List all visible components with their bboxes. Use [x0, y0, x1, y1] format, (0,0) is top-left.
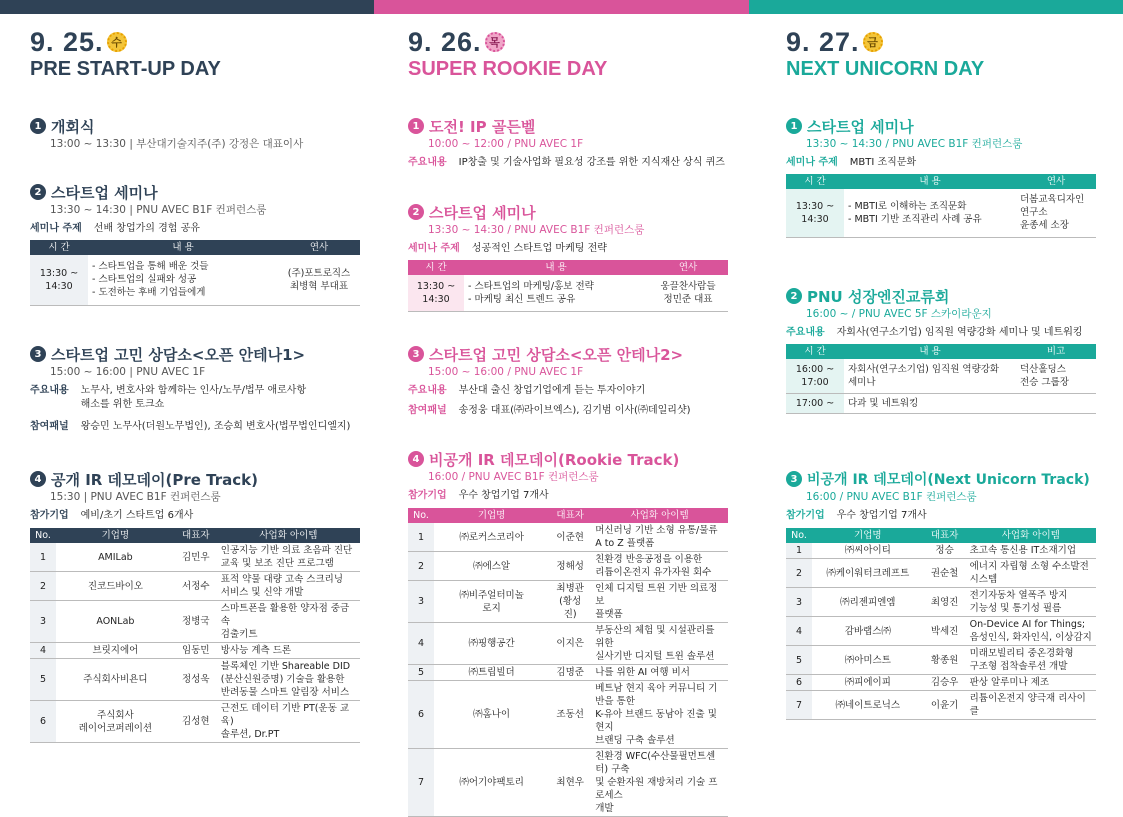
table-cell: 3: [786, 588, 812, 617]
section-number-icon: 3: [408, 346, 424, 362]
table-cell: 2: [786, 559, 812, 588]
table-row: [786, 543, 1096, 559]
table-header: 대표자: [930, 530, 959, 541]
day2-title: SUPER ROOKIE DAY: [408, 58, 608, 80]
table-cell: 에너지 자립형 소형 수소발전 시스템: [966, 559, 1096, 588]
day1-consult: [30, 344, 360, 434]
table-cell: 3: [30, 601, 56, 643]
ir-table: [30, 528, 360, 743]
section-time: 15:00 ~ 16:00 | PNU AVEC 1F: [50, 366, 206, 378]
section-number-icon: 1: [408, 118, 424, 134]
table-cell: 최영진: [924, 588, 966, 617]
table-cell: 전기자동차 열폭주 방지 기능성 및 통기성 필름: [966, 588, 1096, 617]
section-number-icon: 3: [30, 346, 46, 362]
table-cell: 브릿지에어: [56, 643, 175, 659]
table-cell: 친환경 반응공정을 이용한 리튬이온전지 유가자원 회수: [591, 552, 728, 581]
table-header: No.: [35, 530, 51, 541]
field-value: 자회사(연구소기업) 임직원 역량강화 세미나 및 네트워킹: [836, 327, 1083, 338]
field-label: 세미나 주제: [30, 223, 82, 234]
day2-date: [408, 26, 728, 58]
table-header: 기업명: [854, 530, 882, 541]
field-label: 세미나 주제: [786, 157, 838, 168]
section-time: 16:00 ~ / PNU AVEC 5F 스카이라운지: [806, 308, 992, 320]
table-cell: - 스타트업을 통해 배운 것들 - 스타트업의 실패와 성공 - 도전하는 후배 기업들에게: [88, 255, 278, 305]
section-title: 비공개 IR 데모데이(Rookie Track): [429, 450, 680, 469]
table-header: 기업명: [477, 510, 506, 521]
table-row: [786, 646, 1096, 675]
section-number-icon: 1: [30, 118, 46, 134]
section-number-icon: 2: [786, 288, 802, 304]
table-row: [786, 675, 1096, 691]
table-cell: 덕산홀딩스 전승 그룹장: [1016, 359, 1096, 393]
day1-title: PRE START-UP DAY: [30, 58, 221, 80]
table-cell: ㈜아미스트: [812, 646, 924, 675]
table-cell: 정해성: [549, 552, 591, 581]
table-cell: 더봄교육디자인 연구소 윤종세 소장: [1016, 189, 1096, 237]
table-header: 대표자: [182, 530, 210, 541]
day3-seminar: [786, 116, 1096, 238]
table-cell: 7: [786, 691, 812, 720]
top-bar-navy: [0, 0, 374, 14]
table-cell: 블록체인 기반 Shareable DID (분산신원증명) 기술을 활용한 반려동물 스마트 알림장 서비스: [217, 659, 360, 701]
table-cell: 4: [786, 617, 812, 646]
field-label: 주요내용: [408, 385, 447, 396]
table-cell: 근전도 데이터 기반 PT(운동 교육) 솔루션, Dr.PT: [217, 701, 360, 743]
table-row: [408, 523, 728, 552]
table-row: [786, 691, 1096, 720]
table-cell: 6: [30, 701, 56, 743]
table-header: 기업명: [101, 530, 130, 541]
table-row: [408, 681, 728, 749]
field-label: 참여패널: [30, 421, 69, 432]
day1-seminar-table: [30, 240, 360, 306]
table-header: 사업화 아이템: [630, 510, 689, 521]
table-cell: (주)포트로직스 최병혁 부대표: [278, 255, 360, 305]
table-cell: 최병관 (황성진): [549, 581, 591, 623]
day1-column: [30, 14, 360, 794]
top-bar-teal: [749, 0, 1123, 14]
day3-title: NEXT UNICORN DAY: [786, 58, 985, 80]
table-cell: ㈜리젠피엔엠: [812, 588, 924, 617]
table-row: [408, 665, 728, 681]
table-cell: 2: [30, 572, 56, 601]
field-value: 송정웅 대표(㈜라이브엑스), 김기범 이사(㈜데일리샷): [458, 405, 691, 416]
field-label: 참여패널: [408, 405, 447, 416]
field-label: 참가기업: [786, 510, 825, 521]
table-row: [786, 617, 1096, 646]
table-header: 사업화 아이템: [1001, 530, 1060, 541]
day1-opening: [30, 116, 360, 152]
table-cell: 정승: [924, 543, 966, 559]
table-header: 시 간: [804, 346, 826, 357]
table-cell: 17:00 ~: [786, 393, 844, 413]
table-cell: 인체 디지털 트윈 기반 의료정보 플랫폼: [591, 581, 728, 623]
table-row: [408, 581, 728, 623]
table-cell: 권순철: [924, 559, 966, 588]
table-cell: 친환경 WFC(수산물필먼트센터) 구축 및 순환자원 재방처리 기술 프로세스 개발: [591, 749, 728, 817]
day1-ir-demoday: [30, 469, 360, 743]
section-title: 스타트업 세미나: [807, 117, 914, 136]
table-cell: AONLab: [56, 601, 175, 643]
section-number-icon: 2: [408, 204, 424, 220]
table-cell: ㈜네이트로닉스: [812, 691, 924, 720]
table-header: 내 용: [172, 242, 194, 253]
table-cell: - MBTI로 이해하는 조직문화 - MBTI 기반 조직관리 사례 공유: [844, 189, 1016, 237]
section-title: 공개 IR 데모데이(Pre Track): [51, 470, 258, 489]
table-cell: ㈜트립빌더: [434, 665, 549, 681]
section-time: 16:00 / PNU AVEC B1F 컨퍼런스룸: [428, 471, 599, 483]
table-cell: 다과 및 네트워킹: [844, 393, 1016, 413]
table-cell: ㈜씨아이티: [812, 543, 924, 559]
table-cell: 박세진: [924, 617, 966, 646]
table-row: [786, 559, 1096, 588]
table-cell: ㈜핑행공간: [434, 623, 549, 665]
day2-date-text: 9. 26.: [408, 26, 482, 57]
table-header: 시 간: [804, 176, 826, 187]
table-header: 비고: [1046, 346, 1066, 357]
table-cell: 이윤기: [924, 691, 966, 720]
table-cell: ㈜피에이피: [812, 675, 924, 691]
table-cell: 3: [408, 581, 434, 623]
day2-seminar-table: [408, 260, 728, 312]
day2-seminar: [408, 202, 728, 312]
table-cell: On-Device AI for Things; 음성인식, 화자인식, 이상감지: [966, 617, 1096, 646]
table-cell: 미래모빌리티 중온경화형 구조형 접착솔루션 개발: [966, 646, 1096, 675]
section-number-icon: 4: [408, 451, 424, 467]
table-cell: 인공지능 기반 의료 초음파 진단 교육 및 보조 진단 프로그램: [217, 543, 360, 572]
section-time: 13:30 ~ 14:30 | PNU AVEC B1F 컨퍼런스룸: [50, 204, 267, 216]
table-cell: 1: [786, 543, 812, 559]
table-header: 연사: [309, 242, 329, 253]
table-cell: ㈜홈나이: [434, 681, 549, 749]
table-cell: ㈜로커스코리아: [434, 523, 549, 552]
table-cell: 베트남 현지 육아 커뮤니티 기반을 통한 K-유아 브랜드 동남아 진출 및 현지 브랜딩 구축 솔루션: [591, 681, 728, 749]
table-cell: 진코드바이오: [56, 572, 175, 601]
table-cell: AMILab: [56, 543, 175, 572]
table-row: [786, 588, 1096, 617]
section-time: 15:00 ~ 16:00 / PNU AVEC 1F: [428, 366, 584, 378]
table-cell: 13:30 ~ 14:30: [786, 189, 844, 237]
table-cell: 나를 위한 AI 여행 비서: [591, 665, 728, 681]
field-value: 예비/초기 스타트업 6개사: [80, 510, 194, 521]
table-cell: 김승우: [924, 675, 966, 691]
table-cell: 김명준: [549, 665, 591, 681]
table-cell: 정병국: [175, 601, 217, 643]
weekday-badge: 금: [863, 32, 883, 52]
table-cell: 13:30 ~ 14:30: [30, 255, 88, 305]
day3-ir-demoday: [786, 469, 1096, 720]
field-value: IP창출 및 기술사업화 필요성 강조를 위한 지식재산 상식 퀴즈: [458, 157, 725, 168]
ir-table: [408, 508, 728, 817]
table-cell: 자회사(연구소기업) 임직원 역량강화 세미나: [844, 359, 1016, 393]
field-label: 세미나 주제: [408, 243, 460, 254]
section-title: 스타트업 세미나: [429, 203, 536, 222]
section-time: 13:00 ~ 13:30 | 부산대기술지주(주) 강정은 대표이사: [50, 138, 304, 150]
table-cell: 웅끌찬사람들 정민준 대표: [648, 275, 728, 311]
table-cell: 16:00 ~ 17:00: [786, 359, 844, 393]
section-number-icon: 1: [786, 118, 802, 134]
table-cell: [1016, 393, 1096, 413]
table-cell: 리튬이온전지 양극재 리사이클: [966, 691, 1096, 720]
table-cell: ㈜에스알: [434, 552, 549, 581]
table-cell: 6: [408, 681, 434, 749]
table-header: 내 용: [919, 346, 941, 357]
table-cell: 김민우: [175, 543, 217, 572]
day3-seminar-table: [786, 174, 1096, 238]
top-bar-pink: [374, 0, 748, 14]
table-cell: 6: [786, 675, 812, 691]
field-value: 우수 창업기업 7개사: [836, 510, 927, 521]
field-label: 참가기업: [408, 490, 447, 501]
table-cell: 1: [408, 523, 434, 552]
table-header: No.: [791, 530, 807, 541]
table-cell: ㈜어기야팩토리: [434, 749, 549, 817]
table-cell: 13:30 ~ 14:30: [408, 275, 464, 311]
day1-date-text: 9. 25.: [30, 26, 104, 57]
table-row: [30, 543, 360, 572]
table-cell: 부동산의 체험 및 시설관리를 위한 실사기반 디지털 트윈 솔루션: [591, 623, 728, 665]
table-cell: 김성현: [175, 701, 217, 743]
table-row: [30, 601, 360, 643]
table-row: [408, 552, 728, 581]
field-value: 노무사, 변호사와 함께하는 인사/노무/법무 애로사항 해소를 위한 토크쇼: [80, 385, 307, 410]
table-cell: 머신러닝 기반 소형 유통/물류 A to Z 플랫폼: [591, 523, 728, 552]
day2-column: [408, 14, 728, 814]
section-title: 스타트업 고민 상담소<오픈 안테나1>: [51, 345, 306, 364]
table-header: 대표자: [556, 510, 584, 521]
table-cell: 최현우: [549, 749, 591, 817]
table-header: 사업화 아이템: [259, 530, 318, 541]
section-time: 13:30 ~ 14:30 / PNU AVEC B1F 컨퍼런스룸: [806, 138, 1023, 150]
table-cell: 임동민: [175, 643, 217, 659]
day3-date-text: 9. 27.: [786, 26, 860, 57]
day1-seminar: [30, 182, 360, 306]
field-label: 주요내용: [30, 385, 69, 396]
table-header: 시 간: [48, 242, 70, 253]
section-title: 스타트업 고민 상담소<오픈 안테나2>: [429, 345, 684, 364]
field-label: 주요내용: [408, 157, 447, 168]
table-cell: 2: [408, 552, 434, 581]
ir-table: [786, 528, 1096, 720]
table-cell: 이지은: [549, 623, 591, 665]
field-value: 부산대 출신 창업기업에게 듣는 투자이야기: [458, 385, 646, 396]
table-cell: 초고속 통신용 IT소재기업: [966, 543, 1096, 559]
table-row: [30, 572, 360, 601]
table-cell: ㈜비주얼터미놀 로지: [434, 581, 549, 623]
field-label: 참가기업: [30, 510, 69, 521]
day1-date: [30, 26, 360, 58]
table-cell: ㈜케이워터크레프트: [812, 559, 924, 588]
table-cell: 정성욱: [175, 659, 217, 701]
section-title: 비공개 IR 데모데이(Next Unicorn Track): [807, 472, 1090, 488]
table-cell: 주식회사비욘디: [56, 659, 175, 701]
table-cell: 감바랩스㈜: [812, 617, 924, 646]
day3-exchange-table: [786, 344, 1096, 414]
weekday-badge: 수: [107, 32, 127, 52]
day2-ip-goldenbell: [408, 116, 728, 170]
day3-column: [786, 14, 1096, 794]
table-cell: 7: [408, 749, 434, 817]
table-row: [408, 623, 728, 665]
section-time: 16:00 / PNU AVEC B1F 컨퍼런스룸: [806, 491, 977, 503]
section-number-icon: 4: [30, 471, 46, 487]
table-cell: 표적 약물 대량 고속 스크리닝 서비스 및 신약 개발: [217, 572, 360, 601]
section-title: 스타트업 세미나: [51, 183, 158, 202]
top-color-bar: [0, 0, 1123, 14]
table-row: [30, 659, 360, 701]
section-number-icon: 3: [786, 471, 802, 487]
table-row: [30, 701, 360, 743]
table-cell: 주식회사 레이어코퍼레이션: [56, 701, 175, 743]
section-number-icon: 2: [30, 184, 46, 200]
table-cell: 판상 알루미나 제조: [966, 675, 1096, 691]
table-cell: - 스타트업의 마케팅/홍보 전략 - 마케팅 최신 트렌드 공유: [464, 275, 648, 311]
table-header: 연사: [1046, 176, 1066, 187]
day3-growth-exchange: [786, 286, 1096, 414]
table-header: 시 간: [425, 262, 447, 273]
section-time: 13:30 ~ 14:30 / PNU AVEC B1F 컨퍼런스룸: [428, 224, 645, 236]
section-title: 개회식: [51, 117, 95, 136]
field-value: 선배 창업가의 경험 공유: [93, 223, 200, 234]
day2-ir-demoday: [408, 449, 728, 817]
table-cell: 4: [30, 643, 56, 659]
table-cell: 5: [786, 646, 812, 675]
table-cell: 4: [408, 623, 434, 665]
field-label: 주요내용: [786, 327, 825, 338]
table-row: [408, 749, 728, 817]
table-cell: 5: [30, 659, 56, 701]
section-time: 10:00 ~ 12:00 / PNU AVEC 1F: [428, 138, 584, 150]
day2-consult: [408, 344, 728, 418]
table-cell: 조동선: [549, 681, 591, 749]
table-cell: 방사능 계측 드론: [217, 643, 360, 659]
field-value: 성공적인 스타트업 마케팅 전략: [471, 243, 607, 254]
table-header: 내 용: [919, 176, 941, 187]
section-time: 15:30 | PNU AVEC B1F 컨퍼런스룸: [50, 491, 221, 503]
table-cell: 이준현: [549, 523, 591, 552]
table-cell: 1: [30, 543, 56, 572]
table-header: 내 용: [545, 262, 567, 273]
table-cell: 5: [408, 665, 434, 681]
field-value: 왕승민 노무사(더원노무법인), 조승희 변호사(법무법인디엘지): [80, 421, 351, 432]
table-header: No.: [413, 510, 429, 521]
table-cell: 스마트폰을 활용한 양자점 중금속 검출키트: [217, 601, 360, 643]
table-cell: 황종원: [924, 646, 966, 675]
table-row: [30, 643, 360, 659]
table-cell: 서정수: [175, 572, 217, 601]
section-title: PNU 성장엔진교류회: [807, 287, 950, 306]
section-title: 도전! IP 골든벨: [429, 117, 536, 136]
weekday-badge: 목: [485, 32, 505, 52]
field-value: 우수 창업기업 7개사: [458, 490, 549, 501]
day3-date: [786, 26, 1096, 58]
field-value: MBTI 조직문화: [849, 157, 917, 168]
table-header: 연사: [678, 262, 698, 273]
